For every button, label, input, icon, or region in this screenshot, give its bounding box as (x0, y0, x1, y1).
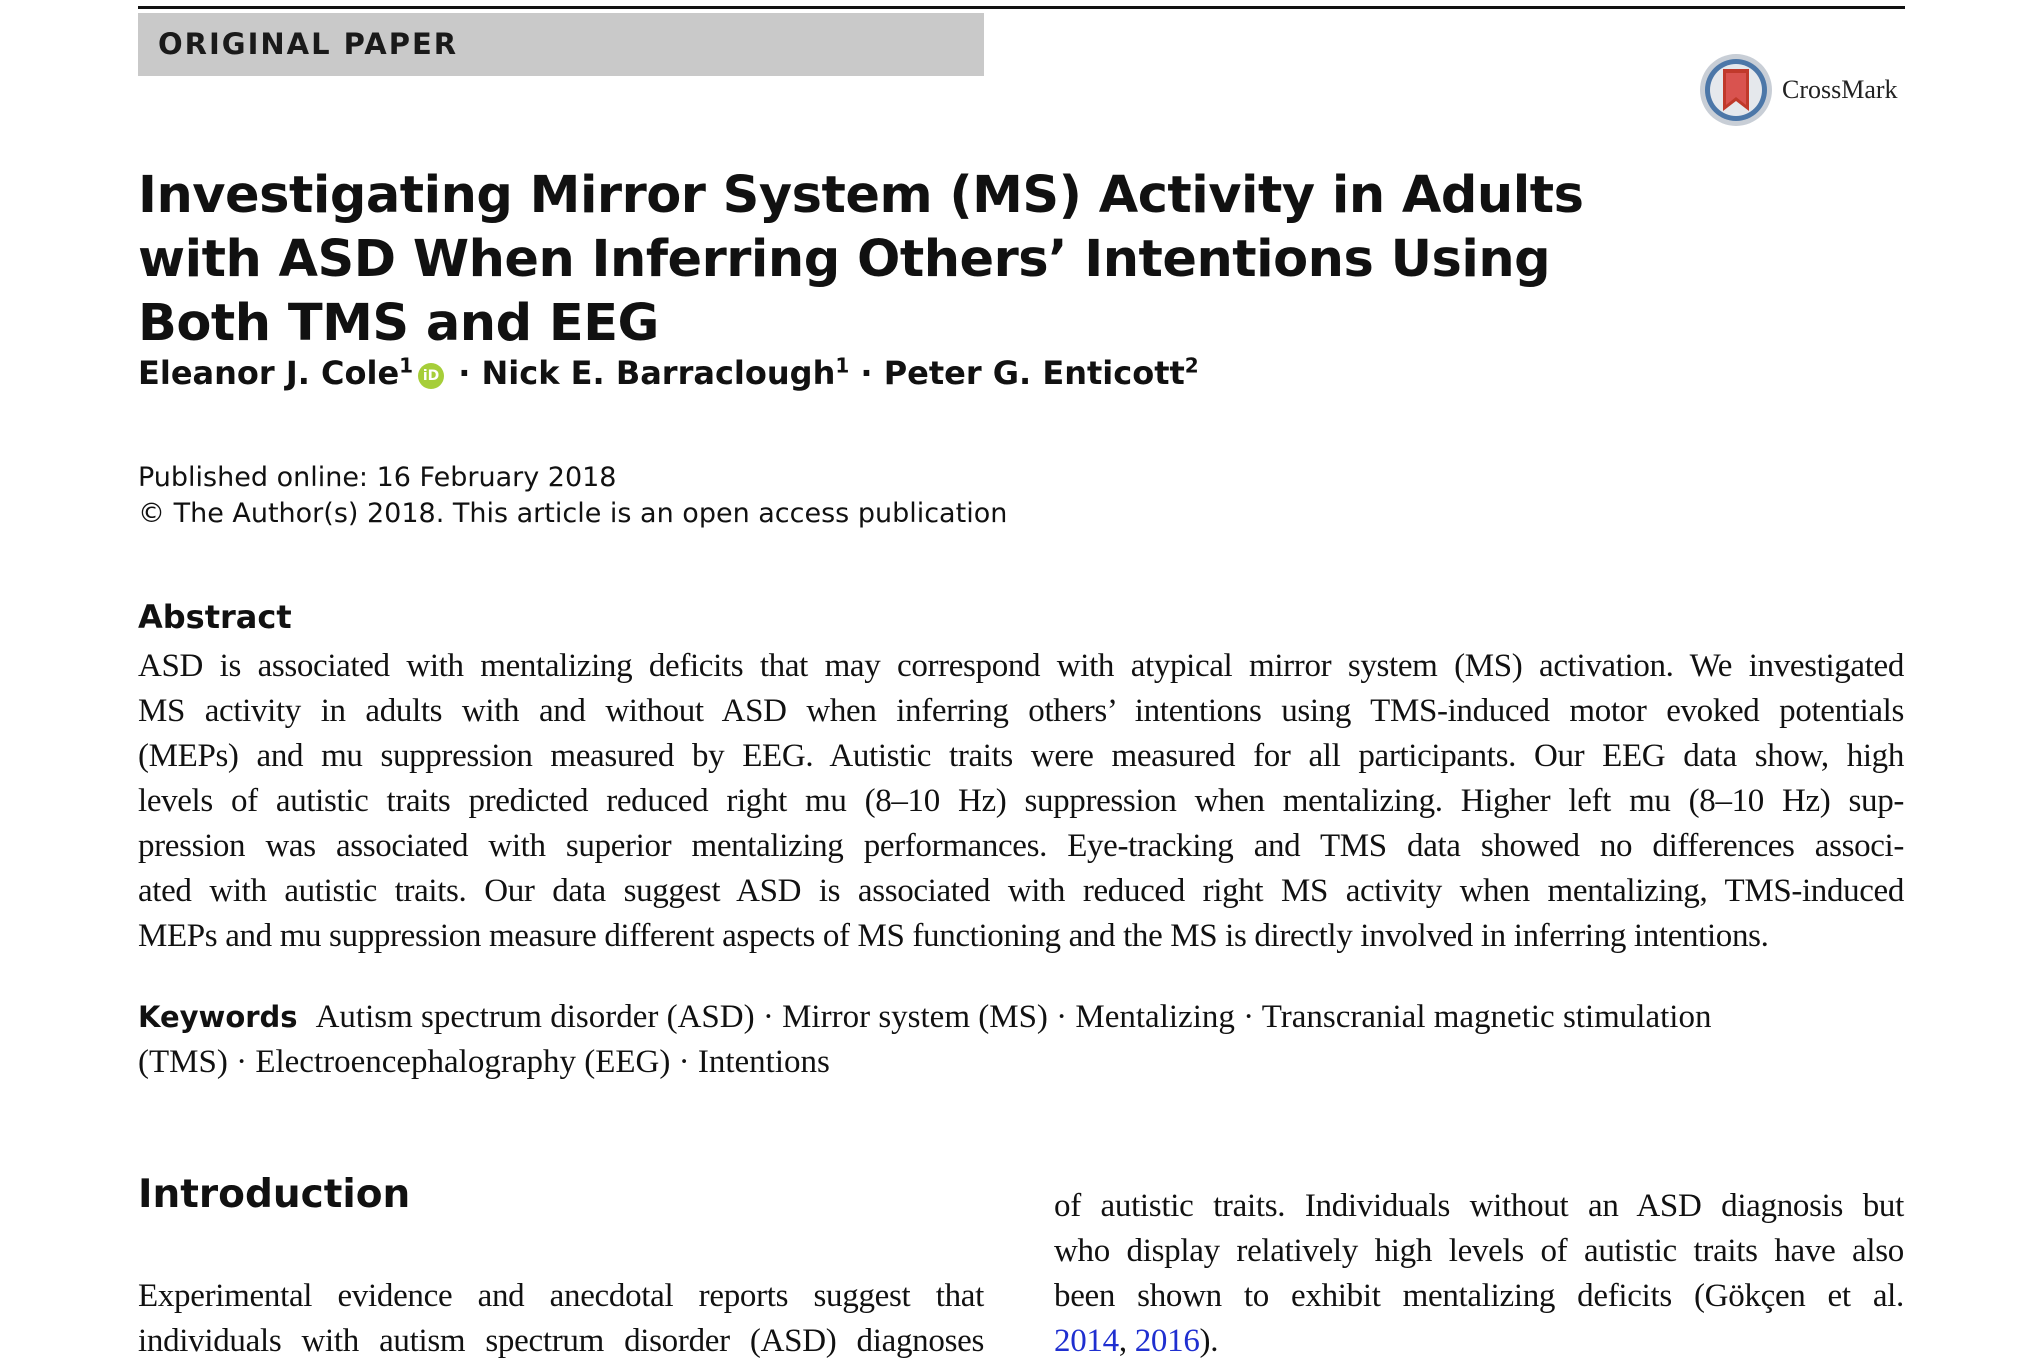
body-line: Experimental evidence and anecdotal reports suggest that (138, 1278, 984, 1314)
abstract-text (138, 644, 1904, 959)
keywords-list-continued: (TMS) · Electroencephalography (EEG) · Intentions (138, 1044, 830, 1080)
abstract-line: (MEPs) and mu suppression measured by EEG. Autistic traits were measured for all participants. Our EEG data show, high (138, 738, 1904, 774)
author-name[interactable]: Peter G. Enticott (883, 354, 1185, 392)
abstract-line: MS activity in adults with and without ASD when inferring others’ intentions using TMS-induced motor evoked potentials (138, 693, 1904, 729)
body-line: been shown to exhibit mentalizing deficits (Gökçen et al. (1054, 1278, 1904, 1314)
body-line: of autistic traits. Individuals without an ASD diagnosis but (1054, 1188, 1904, 1224)
orcid-icon[interactable]: iD (418, 363, 444, 389)
author-affiliation: 1 (835, 353, 850, 378)
keywords-list: Autism spectrum disorder (ASD) · Mirror system (MS) · Mentalizing · Transcranial magnetic stimulation (315, 999, 1712, 1035)
copyright-notice: © The Author(s) 2018. This article is an open access publication (138, 498, 1008, 529)
introduction-column-left (138, 1274, 984, 1364)
keywords-section (138, 995, 1904, 1085)
body-line: individuals with autism spectrum disorder (ASD) diagnoses (138, 1323, 984, 1359)
author-affiliation: 1 (399, 353, 414, 378)
article-type-banner: ORIGINAL PAPER (138, 13, 984, 76)
author-affiliation: 2 (1184, 353, 1199, 378)
citation-tail: ). (1199, 1323, 1219, 1359)
abstract-line: pression was associated with superior mentalizing performances. Eye-tracking and TMS data showed no differences associ- (138, 828, 1904, 864)
crossmark-icon (1698, 52, 1774, 128)
abstract-line: levels of autistic traits predicted reduced right mu (8–10 Hz) suppression when mentalizing. Higher left mu (8–10 Hz) sup- (138, 783, 1904, 819)
abstract-line: ated with autistic traits. Our data suggest ASD is associated with reduced right MS activity when mentalizing, TMS-induced (138, 873, 1904, 909)
citation-separator: , (1118, 1323, 1135, 1359)
body-line: who display relatively high levels of autistic traits have also (1054, 1233, 1904, 1269)
abstract-line: MEPs and mu suppression measure different aspects of MS functioning and the MS is directly involved in inferring intentions. (138, 918, 1769, 954)
publication-date: Published online: 16 February 2018 (138, 462, 617, 493)
crossmark-badge[interactable] (1698, 50, 1898, 130)
author-separator: · (849, 354, 884, 392)
author-name[interactable]: Eleanor J. Cole (138, 354, 400, 392)
keywords-label: Keywords (138, 1000, 298, 1034)
citation-line (1054, 1319, 1904, 1364)
citation-link[interactable]: 2014 (1054, 1323, 1119, 1359)
abstract-heading: Abstract (138, 598, 292, 636)
introduction-column-right (1054, 1184, 1904, 1364)
author-separator: · (447, 354, 482, 392)
paper-title: Investigating Mirror System (MS) Activity in Adults with ASD When Inferring Others’ Intentions Using Both TMS and EEG (138, 166, 1584, 353)
crossmark-label: CrossMark (1782, 75, 1898, 104)
citation-link[interactable]: 2016 (1134, 1323, 1200, 1359)
author-name[interactable]: Nick E. Barraclough (481, 354, 836, 392)
abstract-line: ASD is associated with mentalizing deficits that may correspond with atypical mirror system (MS) activation. We investigated (138, 648, 1904, 684)
introduction-heading: Introduction (138, 1172, 411, 1217)
author-list (138, 354, 1199, 392)
top-rule (138, 6, 1905, 9)
